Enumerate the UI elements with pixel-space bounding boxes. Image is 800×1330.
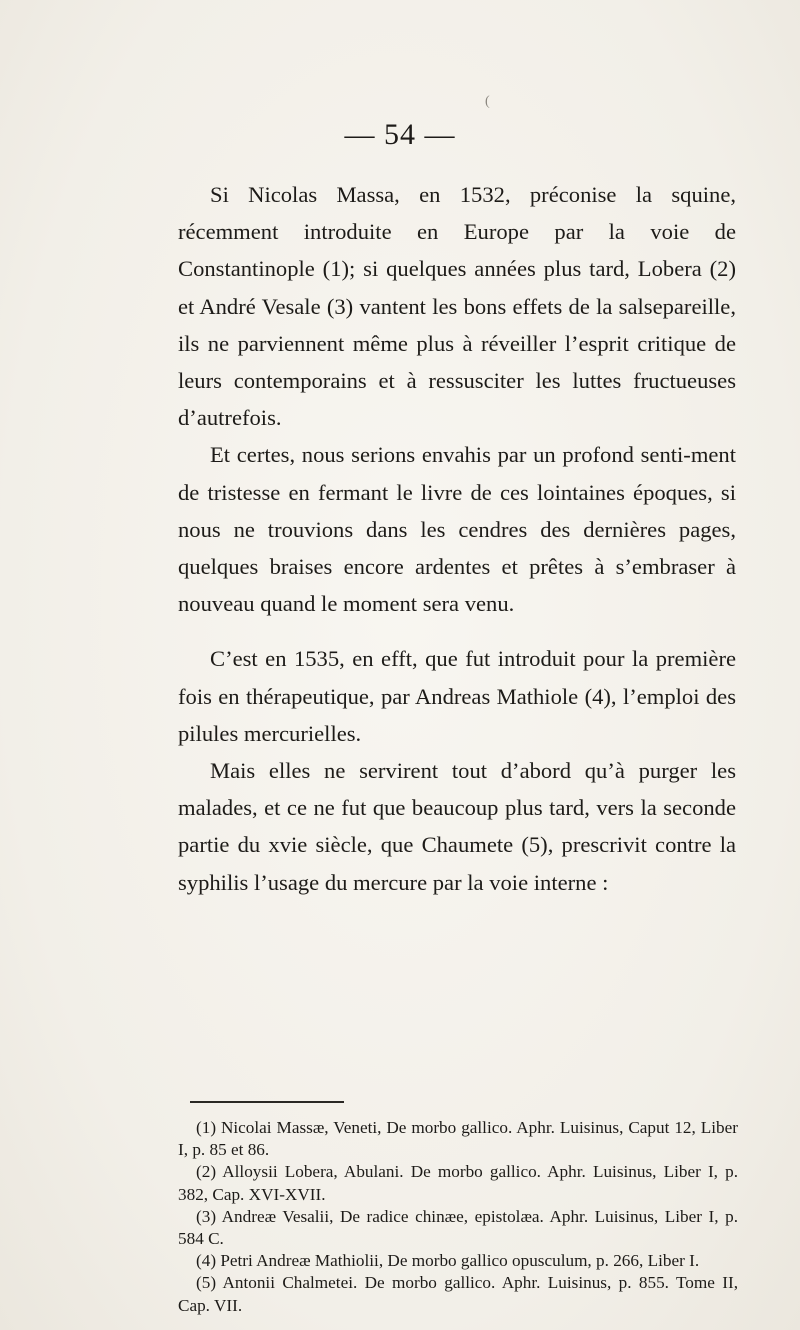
stray-mark: (: [485, 94, 490, 109]
page-number: — 54 —: [344, 118, 456, 151]
footnote-3: (3) Andreæ Vesalii, De radice chinæe, epistolæa. Aphr. Luisinus, Liber I, p. 584 C.: [178, 1206, 738, 1249]
footnote-5: (5) Antonii Chalmetei. De morbo gallico. Aphr. Luisinus, p. 855. Tome II, Cap. VII.: [178, 1273, 738, 1315]
footnote-4: (4) Petri Andreæ Mathiolii, De morbo gallico opusculum, p. 266, Liber I.: [196, 1251, 700, 1271]
footnote-1: (1) Nicolai Massæ, Veneti, De morbo gallico. Aphr. Luisinus, Caput 12, Liber I, p. 85 et 86.: [178, 1118, 738, 1160]
footnote-rule: [190, 1101, 344, 1103]
footnotes: [178, 1117, 738, 1317]
paragraph-massa: Si Nicolas Massa, en 1532, préconise la squine, récemment introduite en Europe par la voie de Constantinople (1); si quelques années plus tard, Lobera (2) et André Vesale (3) vantent les bons effets de la salsepareille, ils ne parviennent même plus à réveiller l’esprit critique de leurs contemporains et à ressusciter les luttes fructueuses d’autrefois.: [178, 182, 736, 431]
paragraph-mathiole: C’est en 1535, en efft, que fut introduit pour la première fois en thérapeutique, par Andreas Mathiole (4), l’emploi des pilules mercurielles.: [178, 646, 736, 746]
footnote-2: (2) Alloysii Lobera, Abulani. De morbo gallico. Aphr. Luisinus, Liber I, p. 382, Cap. XVI-XVII.: [178, 1162, 738, 1204]
main-text: [178, 176, 736, 901]
paragraph-certes: Et certes, nous serions envahis par un profond senti-ment de tristesse en fermant le livre de ces lointaines époques, si nous ne trouvions dans les cendres des dernières pages, quelques braises encore ardentes et prêtes à s’embraser à nouveau quand le moment sera venu.: [178, 442, 736, 617]
paragraph-chaumete: Mais elles ne servirent tout d’abord qu’à purger les malades, et ce ne fut que beaucoup plus tard, vers la seconde partie du xvie siècle, que Chaumete (5), prescrivit contre la syphilis l’usage du mercure par la voie interne :: [178, 758, 736, 895]
